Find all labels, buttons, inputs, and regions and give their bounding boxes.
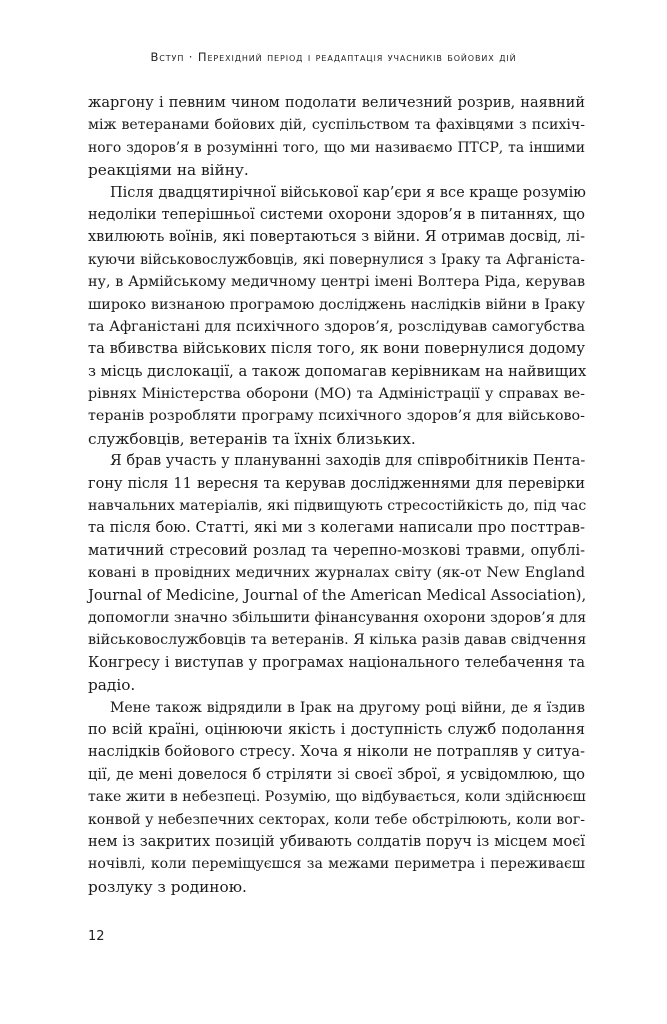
text-line: ції, де мені довелося б стріляти зі своєї зброї, я усвідомлюю, що bbox=[88, 766, 585, 783]
text-line: Після двадцятирічної військової кар’єри я все краще розумію bbox=[110, 184, 586, 201]
text-line: широко визнаною програмою досліджень наслідків війни в Іраку bbox=[88, 296, 585, 313]
text-line: радіо. bbox=[88, 676, 136, 695]
text-line: матичний стресовий розлад та черепно-мозкові травми, опублі- bbox=[88, 542, 585, 559]
text-line: Journal of Medicine, Journal of the American Medical Association), bbox=[88, 586, 587, 604]
text-line: та вбивства військових після того, як вони повернулися додому bbox=[88, 340, 585, 358]
text-line: нем із закритих позицій убивають солдатів поруч із місцем моєї bbox=[88, 833, 585, 850]
text-line: недоліки теперішньої системи охорони здоров’я в питаннях, що bbox=[88, 206, 585, 223]
text-line: розлуку з родиною. bbox=[88, 877, 247, 896]
text-line: службовців, ветеранів та їхніх близьких. bbox=[88, 429, 416, 448]
text-line: гону після 11 вересня та керував дослідженнями для перевірки bbox=[88, 475, 585, 492]
text-line: куючи військовослужбовців, які повернулися з Іраку та Афганіста- bbox=[88, 251, 585, 268]
text-line: та після бою. Статті, які ми з колегами написали про посттрав- bbox=[88, 519, 585, 537]
text-line: між ветеранами бойових дій, суспільством та фахівцями з психіч- bbox=[88, 117, 585, 134]
text-line: ну, в Армійському медичному центрі імені Волтера Ріда, керував bbox=[88, 274, 585, 291]
text-line: ночівлі, коли переміщуєшся за межами периметра і переживаєш bbox=[88, 856, 585, 873]
text-line: конвой у небезпечних секторах, коли тебе обстрілюють, коли вог- bbox=[88, 811, 585, 828]
text-line: таке жити в небезпеці. Розумію, що відбувається, коли здійснюєш bbox=[88, 789, 586, 806]
text-line: ковані в провідних медичних журналах світу (як-от New England bbox=[88, 565, 585, 582]
body-text bbox=[88, 92, 585, 898]
text-line: навчальних матеріалів, які підвищують стресостійкість до, під час bbox=[88, 498, 587, 515]
text-line: наслідків бойового стресу. Хоча я ніколи не потрапляв у ситуа- bbox=[88, 743, 585, 761]
text-line: хвилюють воїнів, які повертаються з війни. Я отримав досвід, лі- bbox=[88, 229, 585, 246]
text-line: Я брав участь у плануванні заходів для співробітників Пента- bbox=[110, 453, 586, 470]
text-line: з місць дислокації, а також допомагав керівникам на найвищих bbox=[88, 362, 587, 380]
text-line: по всій країні, оцінюючи якість і доступність служб подолання bbox=[88, 720, 585, 738]
text-line: військовослужбовців та ветеранів. Я кілька разів давав свідчення bbox=[88, 632, 587, 649]
text-line: реакціями на війну. bbox=[88, 161, 249, 180]
text-line: ного здоров’я в розумінні того, що ми називаємо ПТСР, та іншими bbox=[88, 139, 585, 156]
text-line: рівнях Міністерства оборони (МО) та Адміністрації у справах ве- bbox=[88, 386, 585, 403]
text-line: допомогли значно збільшити фінансування охорони здоров’я для bbox=[88, 609, 587, 626]
text-line: теранів розробляти програму психічного здоров’я для військово- bbox=[88, 408, 585, 425]
running-head: Вступ · Перехідний період і реадаптація учасників бойових дій bbox=[150, 50, 517, 64]
text-line: та Афганістані для психічного здоров’я, розслідував самогубства bbox=[88, 318, 585, 335]
text-line: Мене також відрядили в Ірак на другому році війни, де я їздив bbox=[110, 699, 585, 716]
text-line: жаргону і певним чином подолати величезний розрив, наявний bbox=[88, 95, 585, 111]
text-line: Конгресу і виступав у програмах національного телебачення та bbox=[88, 654, 585, 671]
page-number: 12 bbox=[88, 929, 105, 944]
